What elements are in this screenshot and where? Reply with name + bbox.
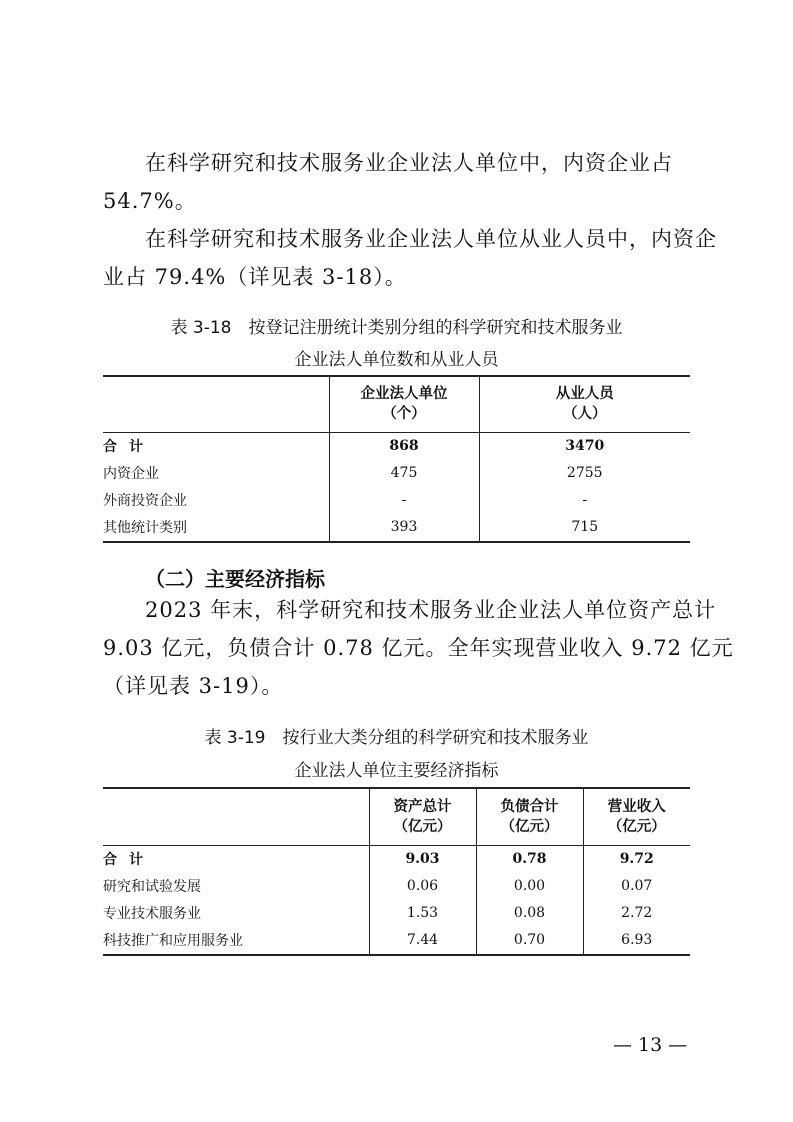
cell-value: - xyxy=(479,487,690,514)
row-label: 内资企业 xyxy=(103,466,159,482)
table-3-18-header-units: 企业法人单位 （个） xyxy=(329,376,479,432)
cell-value: 2755 xyxy=(479,460,690,487)
row-label: 合计 xyxy=(103,439,155,455)
paragraph-2-line-1: 在科学研究和技术服务业企业法人单位从业人员中，内资企 xyxy=(145,227,717,251)
paragraph-3-line-2: 9.03 亿元，负债合计 0.78 亿元。全年实现营业收入 9.72 亿元 xyxy=(103,636,734,660)
table-3-19 xyxy=(103,787,690,956)
paragraph-3-line-1: 2023 年末，科学研究和技术服务业企业法人单位资产总计 xyxy=(145,598,717,622)
cell-value: 0.78 xyxy=(476,845,583,873)
row-label: 专业技术服务业 xyxy=(103,906,201,922)
cell-value: 0.06 xyxy=(369,873,476,900)
paragraph-1-line-2: 54.7%。 xyxy=(103,189,197,213)
cell-value: 9.03 xyxy=(369,845,476,873)
table-3-18-header-employees: 从业人员 （人） xyxy=(479,376,690,432)
table-3-19-header-liabilities: 负债合计 （亿元） xyxy=(476,788,583,845)
cell-value: 715 xyxy=(479,514,690,542)
paragraph-3-line-3: （详见表 3-19）。 xyxy=(103,674,284,698)
table-row xyxy=(103,487,690,514)
row-label: 研究和试验发展 xyxy=(103,879,201,895)
cell-value: 0.00 xyxy=(476,873,583,900)
section-heading: （二）主要经济指标 xyxy=(145,567,325,591)
page-number: — 13 — xyxy=(613,1034,688,1056)
cell-value: 0.70 xyxy=(476,927,583,955)
row-label: 外商投资企业 xyxy=(103,493,187,509)
cell-value: 868 xyxy=(329,432,479,460)
table-row xyxy=(103,900,690,927)
cell-value: 0.07 xyxy=(583,873,690,900)
table-row xyxy=(103,460,690,487)
cell-value: 0.08 xyxy=(476,900,583,927)
table-3-18-caption-line-2: 企业法人单位数和从业人员 xyxy=(294,350,499,370)
table-row xyxy=(103,432,690,460)
table-3-19-caption-line-2: 企业法人单位主要经济指标 xyxy=(294,761,499,781)
cell-value: - xyxy=(329,487,479,514)
cell-value: 6.93 xyxy=(583,927,690,955)
table-3-18 xyxy=(103,375,690,543)
cell-value: 2.72 xyxy=(583,900,690,927)
paragraph-2-line-2: 业占 79.4%（详见表 3-18）。 xyxy=(103,265,407,289)
table-3-18-caption-line-1: 表 3-18 按登记注册统计类别分组的科学研究和技术服务业 xyxy=(170,318,623,338)
paragraph-1-line-1: 在科学研究和技术服务业企业法人单位中，内资企业占 xyxy=(145,151,673,175)
table-row xyxy=(103,845,690,873)
table-3-19-header-revenue: 营业收入 （亿元） xyxy=(583,788,690,845)
table-row xyxy=(103,927,690,955)
row-label: 科技推广和应用服务业 xyxy=(103,927,369,955)
cell-value: 475 xyxy=(329,460,479,487)
table-3-19-header-assets: 资产总计 （亿元） xyxy=(369,788,476,845)
cell-value: 3470 xyxy=(479,432,690,460)
cell-value: 7.44 xyxy=(369,927,476,955)
table-row xyxy=(103,873,690,900)
cell-value: 1.53 xyxy=(369,900,476,927)
table-3-19-header-blank xyxy=(103,788,369,845)
table-3-18-header-blank xyxy=(103,376,329,432)
table-3-19-caption-line-1: 表 3-19 按行业大类分组的科学研究和技术服务业 xyxy=(204,728,589,748)
cell-value: 393 xyxy=(329,514,479,542)
table-row xyxy=(103,514,690,542)
row-label: 其他统计类别 xyxy=(103,514,329,542)
row-label: 合计 xyxy=(103,852,155,868)
cell-value: 9.72 xyxy=(583,845,690,873)
